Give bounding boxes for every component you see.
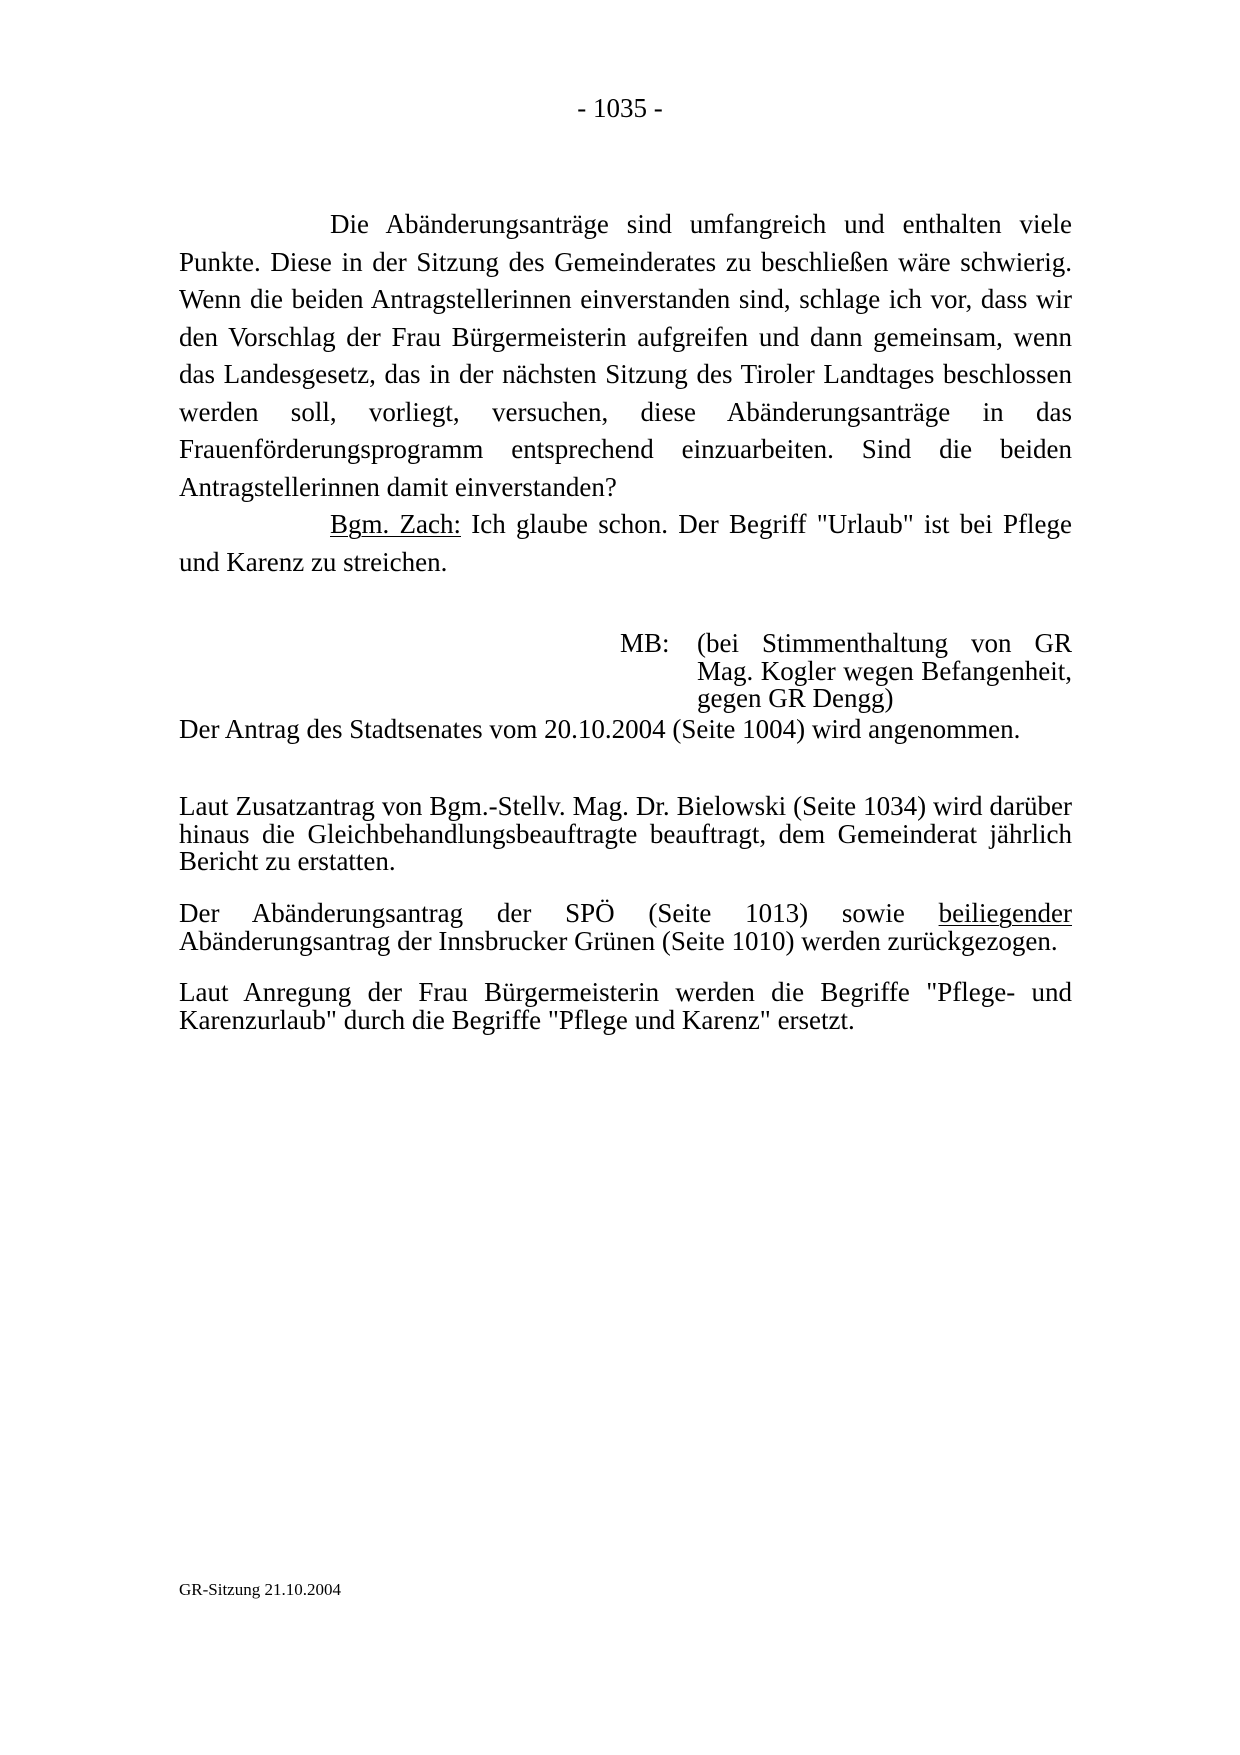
resolution-4: Laut Anregung der Frau Bürgermeisterin werden die Begriffe "Pflege- und Karenzurlaub" durch die Begriffe "Pflege und Karenz" ersetzt. <box>179 977 1072 1035</box>
resolution-2: Laut Zusatzantrag von Bgm.-Stellv. Mag. Dr. Bielowski (Seite 1034) wird darüber hinaus die Gleichbehandlungsbeauftragte beauftragt, dem Gemeinderat jährlich Bericht zu erstatten. <box>179 791 1072 876</box>
resolution-3-text-end: Abänderungsantrag der Innsbrucker Grünen (Seite 1010) werden zurückgezogen. <box>179 925 1058 956</box>
resolution-3-text: Der Abänderungsantrag der SPÖ (Seite 1013) sowie <box>179 898 939 928</box>
resolution-3 <box>179 900 1072 955</box>
resolution-3-underlined: beiliegender <box>938 898 1072 928</box>
vote-note <box>620 630 1072 713</box>
vote-label: MB: <box>620 628 670 658</box>
speaker-name: Bgm. Zach: <box>330 509 461 539</box>
footer: GR-Sitzung 21.10.2004 <box>179 1580 341 1599</box>
vote-text: (bei Stimmenthaltung von GR Mag. Kogler wegen Befangenheit, gegen GR Dengg) <box>697 628 1072 713</box>
page-number: - 1035 - <box>577 93 663 123</box>
speech-paragraph: Die Abänderungsanträge sind umfangreich und enthalten viele Punkte. Diese in der Sitzung des Gemeinderates zu beschließen wäre schwierig. Wenn die beiden Antragstellerinnen einverstanden sind, schlage ich vor, dass wir den Vorschlag der Frau Bürgermeisterin aufgreifen und dann gemeinsam, wenn das Landesgesetz, das in der nächsten Sitzung des Tiroler Landtages beschlossen werden soll, vorliegt, versuchen, diese Abänderungsanträge in das Frauenförderungsprogramm entsprechend einzuarbeiten. Sind die beiden Antragstellerinnen damit einverstanden? <box>179 209 1072 502</box>
resolution-1: Der Antrag des Stadtsenates vom 20.10.2004 (Seite 1004) wird angenommen. <box>179 714 1021 744</box>
speech-text: Ich glaube schon. Der Begriff "Urlaub" ist bei Pflege und Karenz zu streichen. <box>179 509 1072 577</box>
speech-paragraph-zach <box>179 506 1072 581</box>
